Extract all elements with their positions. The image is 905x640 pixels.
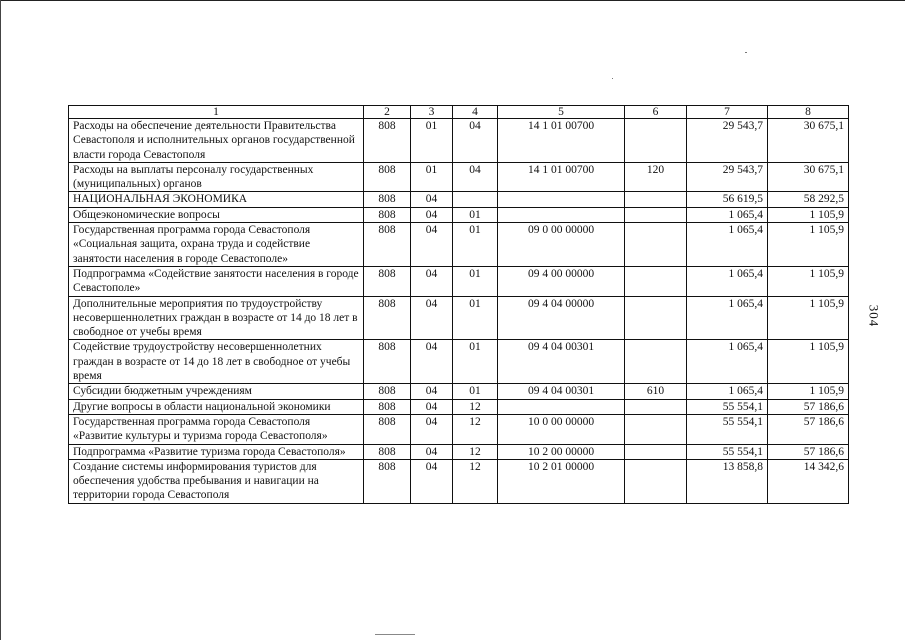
table-row xyxy=(69,459,849,503)
budget-table xyxy=(68,105,849,504)
amount-year-2: 1 105,9 xyxy=(768,384,849,399)
subsection-code: 04 xyxy=(453,119,498,163)
amount-year-1: 1 065,4 xyxy=(687,207,768,222)
amount-year-1: 56 619,5 xyxy=(687,192,768,207)
expense-type-code xyxy=(625,414,687,444)
subsection-code: 01 xyxy=(453,340,498,384)
subsection-code: 01 xyxy=(453,384,498,399)
target-article-code: 09 4 04 00301 xyxy=(498,340,625,384)
amount-year-2: 14 342,6 xyxy=(768,459,849,503)
ministry-code: 808 xyxy=(364,266,411,296)
amount-year-1: 55 554,1 xyxy=(687,444,768,459)
amount-year-2: 58 292,5 xyxy=(768,192,849,207)
amount-year-1: 29 543,7 xyxy=(687,119,768,163)
table-row xyxy=(69,192,849,207)
section-code: 04 xyxy=(411,444,453,459)
subsection-code: 12 xyxy=(453,414,498,444)
budget-table-body xyxy=(69,106,849,504)
subsection-code: 01 xyxy=(453,296,498,340)
amount-year-1: 1 065,4 xyxy=(687,266,768,296)
expense-type-code xyxy=(625,296,687,340)
section-code: 01 xyxy=(411,119,453,163)
amount-year-1: 1 065,4 xyxy=(687,223,768,267)
item-name: Подпрограмма «Развитие туризма города Севастополя» xyxy=(69,444,364,459)
ministry-code: 808 xyxy=(364,223,411,267)
expense-type-code: 610 xyxy=(625,384,687,399)
target-article-code: 14 1 01 00700 xyxy=(498,119,625,163)
section-code: 04 xyxy=(411,223,453,267)
scan-edge-left xyxy=(0,0,1,640)
amount-year-1: 1 065,4 xyxy=(687,384,768,399)
target-article-code: 10 2 00 00000 xyxy=(498,444,625,459)
amount-year-1: 1 065,4 xyxy=(687,340,768,384)
item-name: Государственная программа города Севастополя «Развитие культуры и туризма города Севастополя» xyxy=(69,414,364,444)
ministry-code: 808 xyxy=(364,444,411,459)
column-number: 7 xyxy=(687,106,768,119)
column-number: 3 xyxy=(411,106,453,119)
expense-type-code xyxy=(625,266,687,296)
amount-year-2: 1 105,9 xyxy=(768,340,849,384)
table-row xyxy=(69,207,849,222)
section-code: 04 xyxy=(411,340,453,384)
section-code: 01 xyxy=(411,162,453,192)
item-name: Создание системы информирования туристов для обеспечения удобства пребывания и навигации на территории города Севастополя xyxy=(69,459,364,503)
item-name: Расходы на обеспечение деятельности Правительства Севастополя и исполнительных органов государственной власти города Севастополя xyxy=(69,119,364,163)
subsection-code: 12 xyxy=(453,459,498,503)
table-row xyxy=(69,119,849,163)
amount-year-2: 1 105,9 xyxy=(768,223,849,267)
page-number: 304 xyxy=(866,304,882,328)
section-code: 04 xyxy=(411,296,453,340)
column-number: 5 xyxy=(498,106,625,119)
scan-speck xyxy=(745,52,747,53)
section-code: 04 xyxy=(411,399,453,414)
amount-year-1: 1 065,4 xyxy=(687,296,768,340)
target-article-code xyxy=(498,192,625,207)
ministry-code: 808 xyxy=(364,459,411,503)
subsection-code: 01 xyxy=(453,223,498,267)
item-name: Расходы на выплаты персоналу государственных (муниципальных) органов xyxy=(69,162,364,192)
item-name: Государственная программа города Севастополя «Социальная защита, охрана труда и содействие занятости населения в городе Севастополе» xyxy=(69,223,364,267)
table-row xyxy=(69,414,849,444)
column-number-row xyxy=(69,106,849,119)
column-number: 6 xyxy=(625,106,687,119)
item-name: Субсидии бюджетным учреждениям xyxy=(69,384,364,399)
item-name: Содействие трудоустройству несовершеннолетних граждан в возрасте от 14 до 18 лет в свободное от учебы время xyxy=(69,340,364,384)
target-article-code xyxy=(498,399,625,414)
target-article-code: 10 0 00 00000 xyxy=(498,414,625,444)
amount-year-2: 1 105,9 xyxy=(768,296,849,340)
ministry-code: 808 xyxy=(364,340,411,384)
ministry-code: 808 xyxy=(364,162,411,192)
amount-year-2: 1 105,9 xyxy=(768,266,849,296)
table-row xyxy=(69,444,849,459)
amount-year-2: 1 105,9 xyxy=(768,207,849,222)
target-article-code: 09 0 00 00000 xyxy=(498,223,625,267)
item-name: НАЦИОНАЛЬНАЯ ЭКОНОМИКА xyxy=(69,192,364,207)
expense-type-code xyxy=(625,207,687,222)
target-article-code: 14 1 01 00700 xyxy=(498,162,625,192)
amount-year-2: 57 186,6 xyxy=(768,399,849,414)
target-article-code xyxy=(498,207,625,222)
amount-year-1: 13 858,8 xyxy=(687,459,768,503)
subsection-code: 04 xyxy=(453,162,498,192)
column-number: 8 xyxy=(768,106,849,119)
item-name: Дополнительные мероприятия по трудоустройству несовершеннолетних граждан в возрасте от 14 до 18 лет в свободное от учебы время xyxy=(69,296,364,340)
ministry-code: 808 xyxy=(364,296,411,340)
scan-mark-bottom xyxy=(375,634,415,635)
item-name: Подпрограмма «Содействие занятости населения в городе Севастополе» xyxy=(69,266,364,296)
expense-type-code xyxy=(625,444,687,459)
section-code: 04 xyxy=(411,207,453,222)
ministry-code: 808 xyxy=(364,119,411,163)
target-article-code: 09 4 04 00301 xyxy=(498,384,625,399)
expense-type-code xyxy=(625,340,687,384)
item-name: Другие вопросы в области национальной экономики xyxy=(69,399,364,414)
table-row xyxy=(69,340,849,384)
amount-year-1: 29 543,7 xyxy=(687,162,768,192)
section-code: 04 xyxy=(411,384,453,399)
subsection-code: 01 xyxy=(453,207,498,222)
ministry-code: 808 xyxy=(364,399,411,414)
section-code: 04 xyxy=(411,414,453,444)
amount-year-2: 57 186,6 xyxy=(768,444,849,459)
expense-type-code xyxy=(625,119,687,163)
target-article-code: 09 4 04 00000 xyxy=(498,296,625,340)
item-name: Общеэкономические вопросы xyxy=(69,207,364,222)
subsection-code xyxy=(453,192,498,207)
table-row xyxy=(69,266,849,296)
scan-speck xyxy=(612,78,613,79)
expense-type-code: 120 xyxy=(625,162,687,192)
table-row xyxy=(69,384,849,399)
table-row xyxy=(69,223,849,267)
expense-type-code xyxy=(625,399,687,414)
ministry-code: 808 xyxy=(364,384,411,399)
table-row xyxy=(69,162,849,192)
section-code: 04 xyxy=(411,192,453,207)
column-number: 2 xyxy=(364,106,411,119)
target-article-code: 09 4 00 00000 xyxy=(498,266,625,296)
ministry-code: 808 xyxy=(364,192,411,207)
expense-type-code xyxy=(625,459,687,503)
subsection-code: 12 xyxy=(453,444,498,459)
expense-type-code xyxy=(625,223,687,267)
target-article-code: 10 2 01 00000 xyxy=(498,459,625,503)
amount-year-2: 57 186,6 xyxy=(768,414,849,444)
ministry-code: 808 xyxy=(364,207,411,222)
table-row xyxy=(69,399,849,414)
amount-year-1: 55 554,1 xyxy=(687,414,768,444)
column-number: 1 xyxy=(69,106,364,119)
amount-year-1: 55 554,1 xyxy=(687,399,768,414)
section-code: 04 xyxy=(411,459,453,503)
table-row xyxy=(69,296,849,340)
ministry-code: 808 xyxy=(364,414,411,444)
amount-year-2: 30 675,1 xyxy=(768,162,849,192)
subsection-code: 01 xyxy=(453,266,498,296)
amount-year-2: 30 675,1 xyxy=(768,119,849,163)
subsection-code: 12 xyxy=(453,399,498,414)
section-code: 04 xyxy=(411,266,453,296)
expense-type-code xyxy=(625,192,687,207)
scan-edge-top xyxy=(0,0,905,1)
column-number: 4 xyxy=(453,106,498,119)
